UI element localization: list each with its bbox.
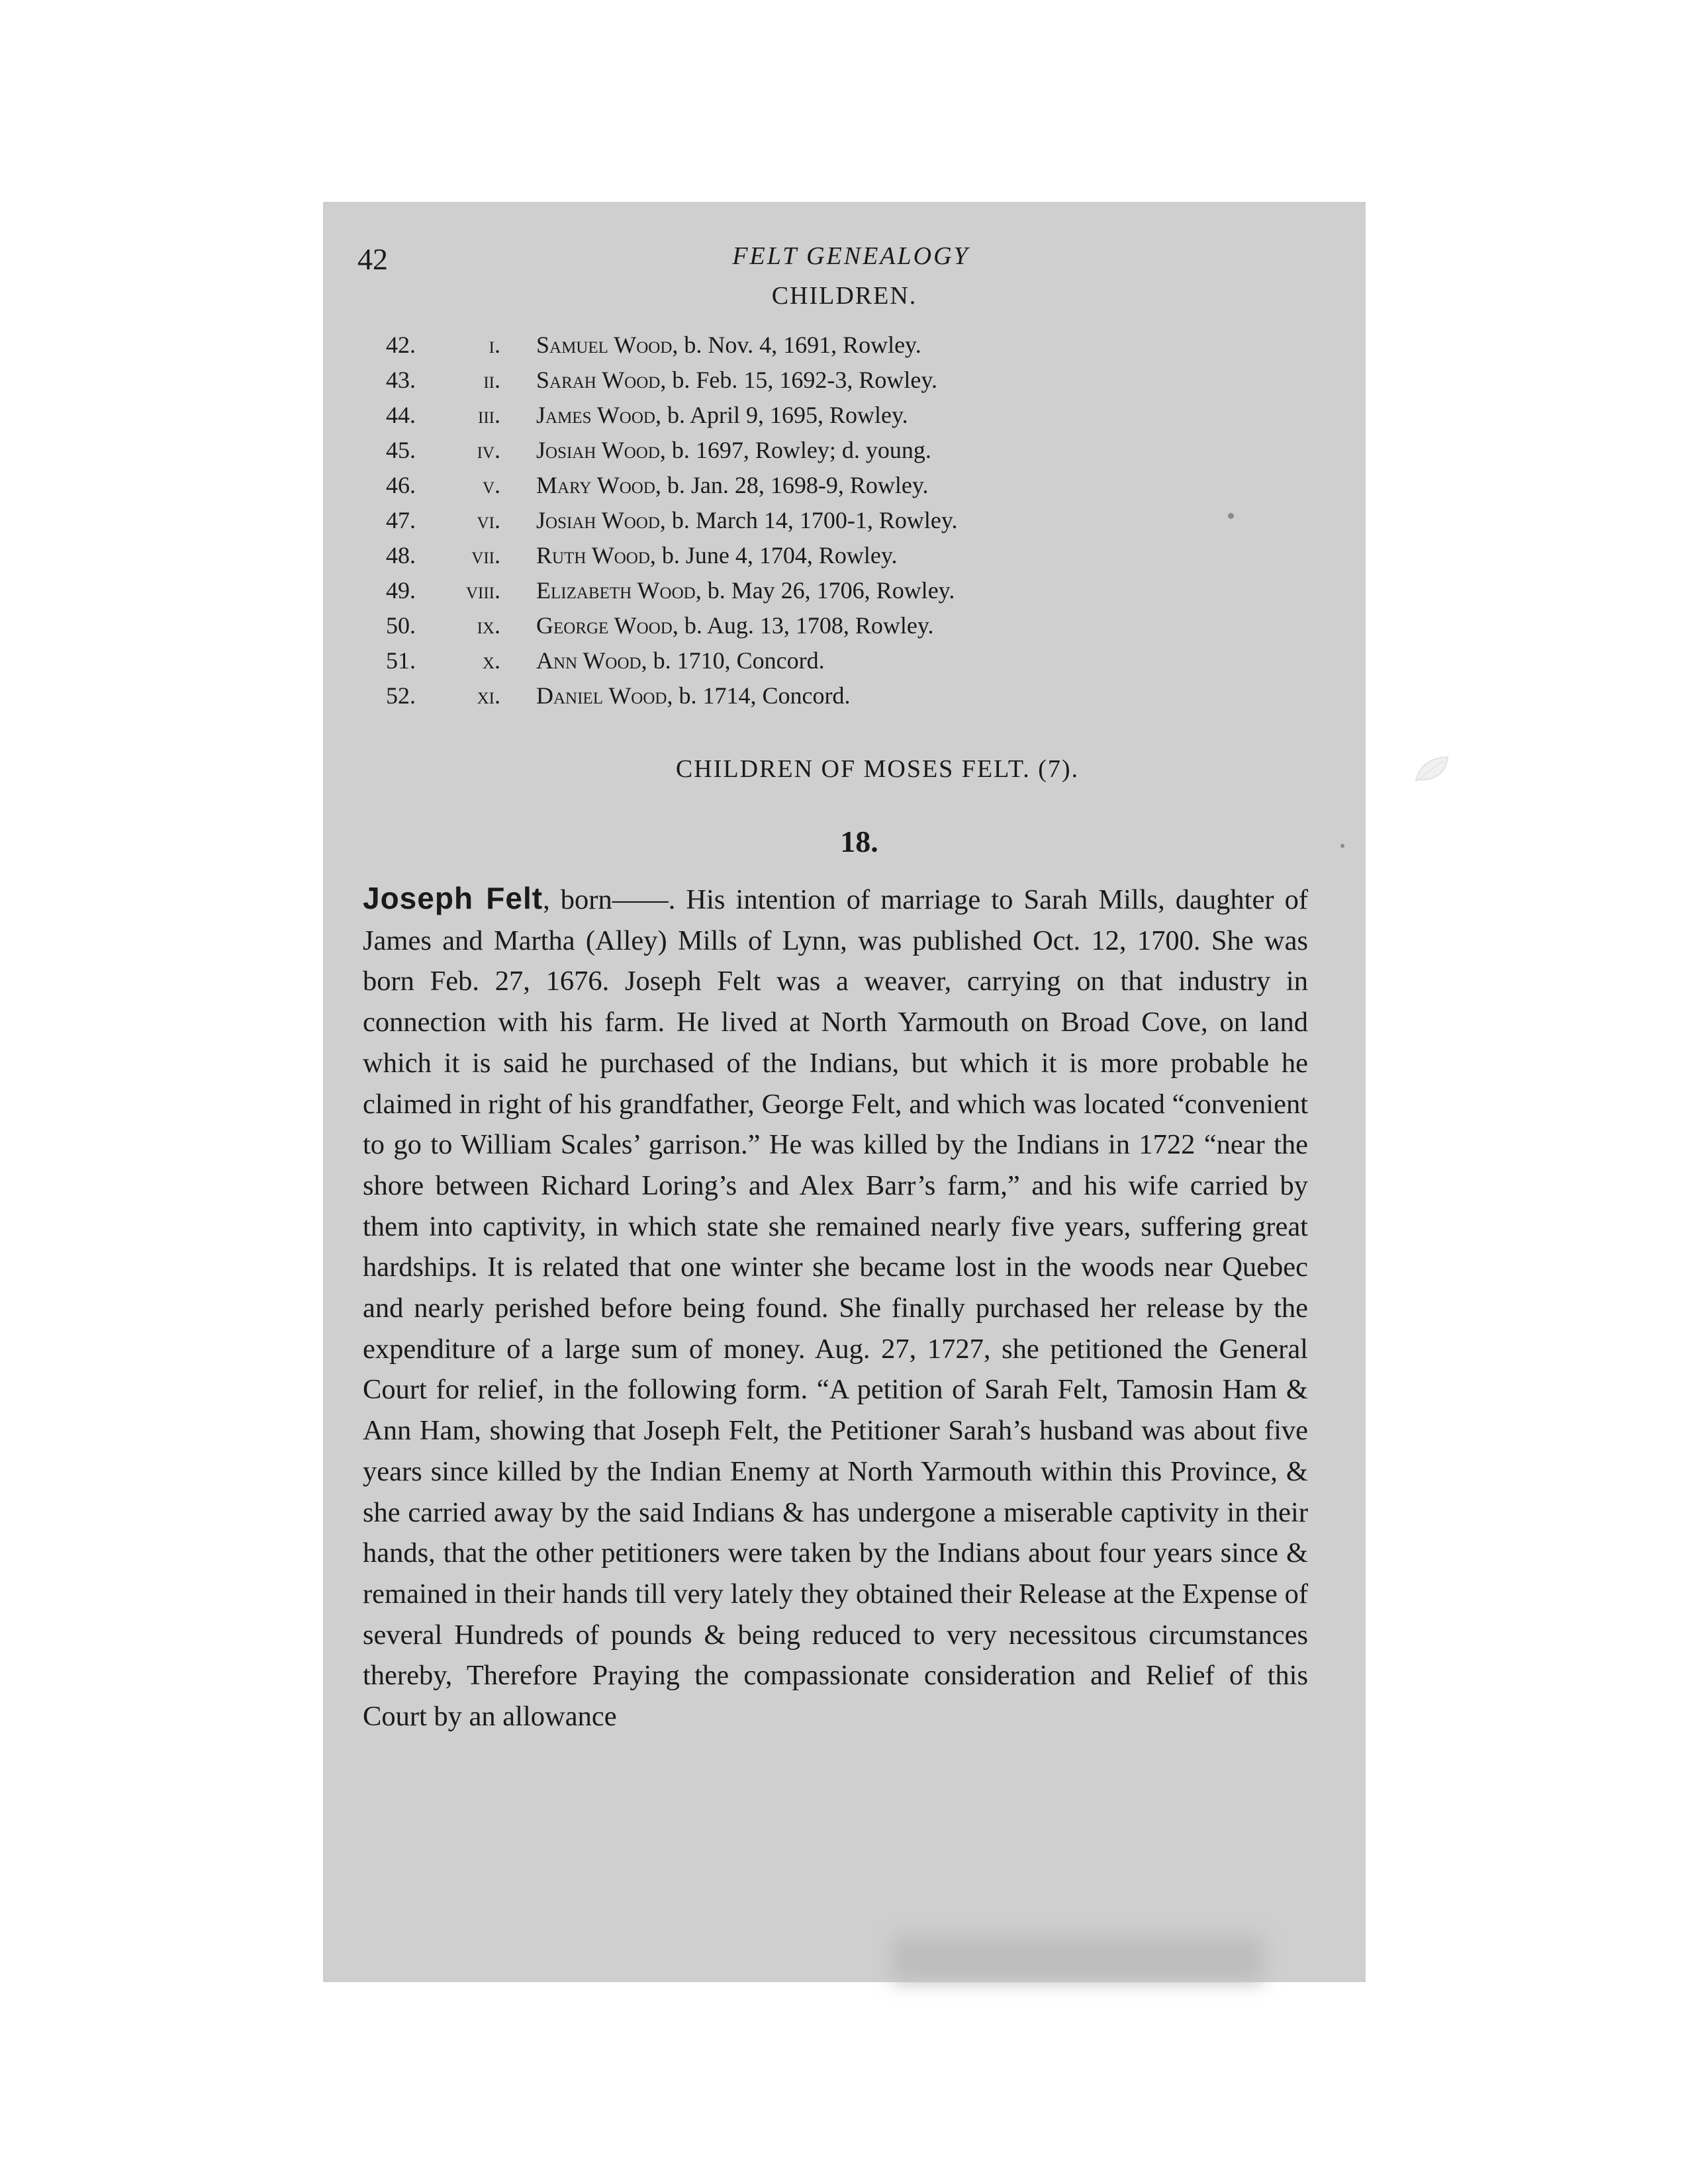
child-entry xyxy=(536,647,825,674)
child-roman-numeral: ii. xyxy=(483,367,500,393)
child-details: , b. April 9, 1695, Rowley. xyxy=(655,402,908,428)
child-number: 45. xyxy=(386,437,416,463)
moses-felt-heading: CHILDREN OF MOSES FELT. (7). xyxy=(675,755,1080,783)
child-roman-numeral: v. xyxy=(482,472,500,498)
child-number: 46. xyxy=(386,472,416,498)
child-name: Elizabeth Wood xyxy=(536,577,696,604)
child-number: 50. xyxy=(386,612,416,639)
child-number: 51. xyxy=(386,647,416,674)
child-name: Ann Wood xyxy=(536,647,641,674)
child-entry xyxy=(536,682,850,709)
child-entry xyxy=(536,331,921,359)
child-name: Mary Wood xyxy=(536,472,655,498)
child-roman-numeral: iv. xyxy=(477,437,500,463)
child-details: , b. Feb. 15, 1692-3, Rowley. xyxy=(660,367,937,393)
list-item xyxy=(323,647,1366,682)
child-details: , b. 1714, Concord. xyxy=(667,682,851,709)
child-entry xyxy=(536,471,929,499)
child-details: , b. 1710, Concord. xyxy=(641,647,825,674)
child-entry xyxy=(536,506,958,534)
child-roman-numeral: i. xyxy=(489,332,500,358)
entry-body xyxy=(363,878,1308,1737)
list-item xyxy=(323,436,1366,471)
child-roman-numeral: viii. xyxy=(465,577,500,604)
child-name: Daniel Wood xyxy=(536,682,667,709)
entry-lead-name: Joseph Felt xyxy=(363,881,543,915)
list-item xyxy=(323,682,1366,717)
entry-number: 18. xyxy=(840,825,878,858)
child-number: 48. xyxy=(386,542,416,569)
child-entry xyxy=(536,401,908,429)
list-item xyxy=(323,471,1366,506)
entry-text: , born——. His intention of marriage to Sarah Mills, daughter of James and Martha (Alley) Mills of Lynn, was published Oct. 12, 1700. She was born Feb. 27, 1676. Joseph Felt was a weaver, carrying on that industry in connection with his farm. He lived at North Yarmouth on Broad Cove, on land which it is said he purchased of the Indians, but which it is more probable he claimed in right of his grandfather, George Felt, and which was located “convenient to go to William Scales’ garrison.” He was killed by the Indians in 1722 “near the shore between Richard Loring’s and Alex Barr’s farm,” and his wife carried by them into captivity, in which state she remained nearly five years, suffering great hardships. It is related that one winter she became lost in the woods near Quebec and nearly perished before being found. She finally purchased her release by the expenditure of a large sum of money. Aug. 27, 1727, she petitioned the General Court for relief, in the following form. “A petition of Sarah Felt, Tamosin Ham & Ann Ham, showing that Joseph Felt, the Petitioner Sarah’s husband was about five years since killed by the Indian Enemy at North Yarmouth within this Province, & she carried away by the said Indians & has undergone a miserable captivity in their hands, that the other petitioners were taken by the Indians about four years since & remained in their hands till very lately they obtained their Release at the Expense of several Hundreds of pounds & being reduced to very necessitous circumstances thereby, Therefore Praying the compassionate consideration and Relief of this Court by an allowance xyxy=(363,884,1308,1733)
child-details: , b. 1697, Rowley; d. young. xyxy=(659,437,931,463)
page-header xyxy=(323,222,1366,275)
child-details: , b. June 4, 1704, Rowley. xyxy=(649,542,898,569)
list-item xyxy=(323,401,1366,436)
child-name: James Wood xyxy=(536,402,655,428)
list-item xyxy=(323,612,1366,647)
list-item xyxy=(323,506,1366,541)
list-item xyxy=(323,366,1366,401)
child-name: Sarah Wood xyxy=(536,367,661,393)
child-number: 52. xyxy=(386,682,416,709)
child-entry xyxy=(536,576,955,604)
child-details: , b. Aug. 13, 1708, Rowley. xyxy=(672,612,934,639)
child-roman-numeral: xi. xyxy=(477,682,500,709)
child-number: 44. xyxy=(386,402,416,428)
leaf-icon xyxy=(1413,754,1450,784)
child-number: 49. xyxy=(386,577,416,604)
scan-shadow xyxy=(892,1936,1263,1982)
child-details: , b. Jan. 28, 1698-9, Rowley. xyxy=(655,472,929,498)
child-roman-numeral: vii. xyxy=(471,542,500,569)
page-number: 42 xyxy=(357,242,388,276)
child-name: George Wood xyxy=(536,612,673,639)
child-name: Samuel Wood xyxy=(536,332,673,358)
running-head: FELT GENEALOGY xyxy=(732,242,970,270)
children-heading: CHILDREN. xyxy=(771,282,917,310)
child-roman-numeral: vi. xyxy=(477,507,500,533)
child-number: 43. xyxy=(386,367,416,393)
child-entry xyxy=(536,541,898,569)
child-name: Josiah Wood xyxy=(536,437,660,463)
child-name: Josiah Wood xyxy=(536,507,660,533)
child-name: Ruth Wood xyxy=(536,542,650,569)
child-details: , b. March 14, 1700-1, Rowley. xyxy=(659,507,958,533)
child-roman-numeral: ix. xyxy=(477,612,500,639)
child-details: , b. May 26, 1706, Rowley. xyxy=(695,577,955,604)
child-entry xyxy=(536,366,937,394)
list-item xyxy=(323,576,1366,612)
child-entry xyxy=(536,436,931,464)
child-entry xyxy=(536,612,934,639)
scan-speck xyxy=(1228,513,1234,519)
list-item xyxy=(323,541,1366,576)
child-number: 42. xyxy=(386,332,416,358)
child-details: , b. Nov. 4, 1691, Rowley. xyxy=(672,332,921,358)
scanned-page xyxy=(323,202,1366,1982)
child-roman-numeral: iii. xyxy=(478,402,500,428)
scan-speck xyxy=(1340,844,1344,848)
child-number: 47. xyxy=(386,507,416,533)
list-item xyxy=(323,331,1366,366)
child-roman-numeral: x. xyxy=(482,647,500,674)
